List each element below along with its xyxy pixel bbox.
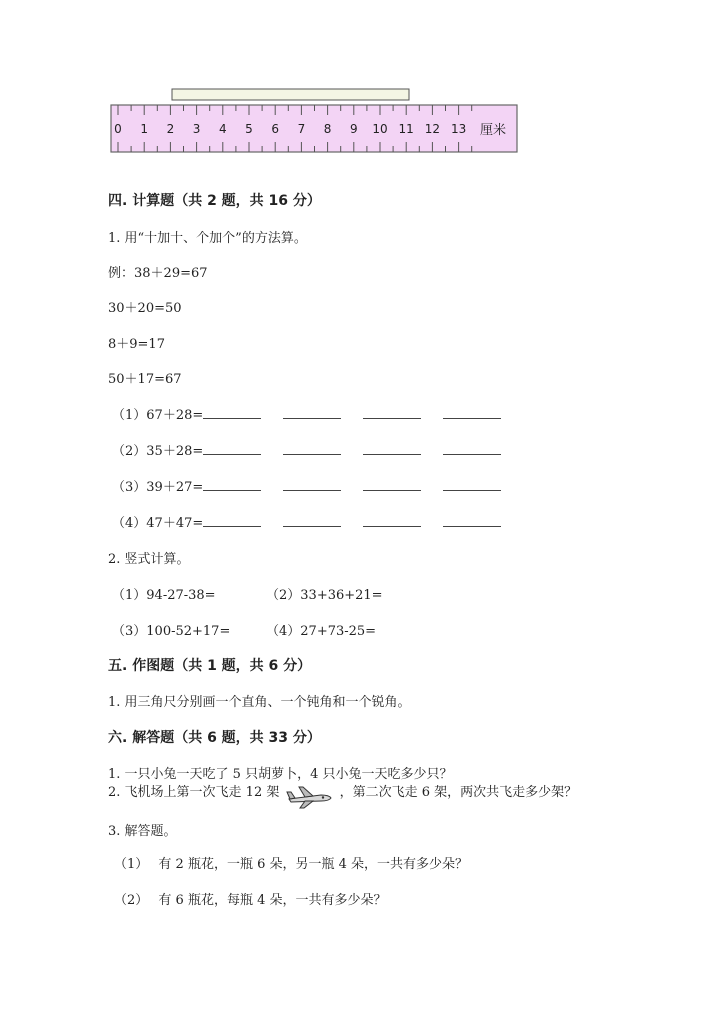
q3-item-text: 有 6 瓶花，每瓶 4 朵，一共有多少朵？: [158, 893, 387, 908]
answer-blank[interactable]: [443, 441, 501, 455]
ruler-number: 12: [424, 122, 441, 136]
calc-item-label: （3）39＋27=: [112, 480, 204, 495]
example-line-2: 30＋20=50: [108, 301, 182, 316]
q3-item-text: 有 2 瓶花，一瓶 6 朵，另一瓶 4 朵，一共有多少朵？: [158, 857, 469, 872]
vertical-calc-4: （4）27+73-25=: [266, 624, 377, 639]
q3-item-number: （1）: [114, 857, 149, 872]
section6-q2: [108, 781, 577, 810]
answer-blank[interactable]: [203, 405, 261, 419]
ruler-number: 4: [218, 122, 227, 136]
measured-stick: [172, 89, 409, 100]
ruler-number: 11: [398, 122, 414, 136]
ruler-number: 1: [140, 122, 149, 136]
example-line-4: 50＋17=67: [108, 372, 182, 387]
answer-blank[interactable]: [283, 405, 341, 419]
ruler-number: 13: [450, 122, 467, 136]
answer-blank[interactable]: [363, 477, 421, 491]
answer-blank[interactable]: [443, 513, 501, 527]
vertical-calc-3: （3）100-52+17=: [112, 624, 231, 639]
answer-blank[interactable]: [283, 441, 341, 455]
example-line-3: 8＋9=17: [108, 337, 165, 352]
calc-item-label: （1）67＋28=: [112, 408, 204, 423]
calc-row-4: [112, 512, 501, 531]
ruler-number: 7: [297, 122, 306, 136]
answer-blank[interactable]: [283, 513, 341, 527]
calc-row-3: [112, 476, 501, 495]
q2-text-after: ，第二次飞走 6 架，两次共飞走多少架？: [339, 785, 578, 800]
ruler-number: 0: [114, 122, 122, 136]
ruler-number: 9: [349, 122, 358, 136]
q2-text-before: 2. 飞机场上第一次飞走 12 架: [108, 785, 280, 800]
answer-blank[interactable]: [203, 513, 261, 527]
q3-item-2: [114, 889, 387, 908]
section6-q1: 1. 一只小兔一天吃了 5 只胡萝卜，4 只小兔一天吃多少只？: [108, 767, 453, 782]
calc-item-label: （4）47＋47=: [112, 516, 204, 531]
answer-blank[interactable]: [363, 513, 421, 527]
example-line-1: 例：38＋29=67: [108, 266, 208, 281]
q3-item-1: [114, 853, 468, 872]
section6-title: 六. 解答题（共 6 题，共 33 分）: [108, 730, 321, 746]
answer-blank[interactable]: [283, 477, 341, 491]
ruler-number: 10: [372, 122, 388, 136]
calc-row-1: [112, 404, 501, 423]
section4-title: 四. 计算题（共 2 题，共 16 分）: [108, 193, 321, 209]
answer-blank[interactable]: [203, 477, 261, 491]
ruler-unit-label: 厘米: [480, 123, 507, 138]
ruler-number: 6: [271, 122, 280, 136]
ruler-figure: [108, 86, 520, 156]
calc-row-2: [112, 440, 501, 459]
vertical-calc-1: （1）94-27-38=: [112, 588, 216, 603]
answer-blank[interactable]: [363, 441, 421, 455]
ruler-number: 5: [245, 122, 253, 136]
ruler-number: 2: [166, 122, 175, 136]
ruler-number: 8: [323, 122, 332, 136]
answer-blank[interactable]: [203, 441, 261, 455]
section6-q3: 3. 解答题。: [108, 824, 177, 839]
answer-blank[interactable]: [443, 477, 501, 491]
ruler-number: 3: [192, 122, 201, 136]
section5-title: 五. 作图题（共 1 题，共 6 分）: [108, 658, 312, 674]
vertical-calc-2: （2）33+36+21=: [266, 588, 383, 603]
answer-blank[interactable]: [363, 405, 421, 419]
section5-q1: 1. 用三角尺分别画一个直角、一个钝角和一个锐角。: [108, 695, 411, 710]
q1-prompt: 1. 用“十加十、个加个”的方法算。: [108, 231, 307, 246]
q2-prompt: 2. 竖式计算。: [108, 552, 190, 567]
calc-item-label: （2）35＋28=: [112, 444, 204, 459]
answer-blank[interactable]: [443, 405, 501, 419]
q3-item-number: （2）: [114, 893, 149, 908]
airplane-icon: [285, 784, 333, 810]
